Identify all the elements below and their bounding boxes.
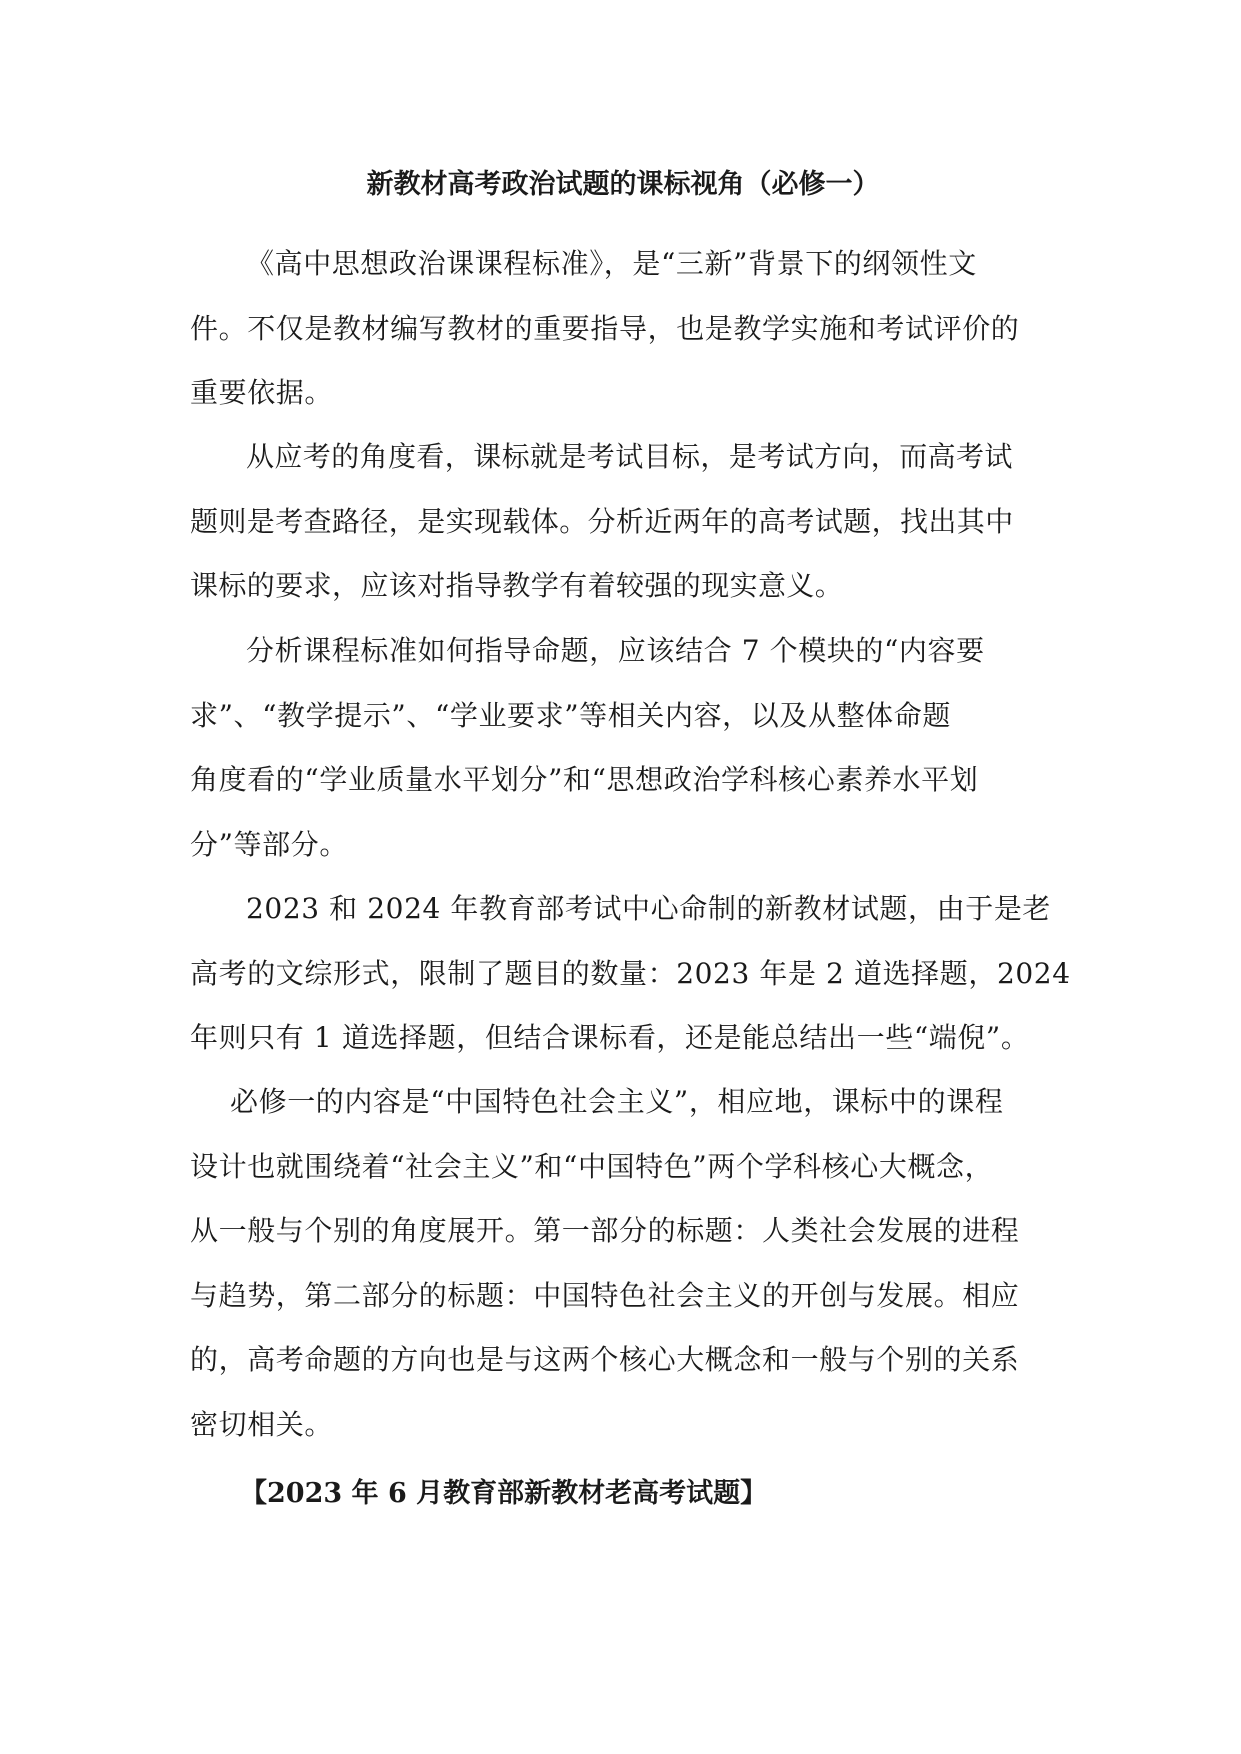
paragraph-line: 件。不仅是教材编写教材的重要指导，也是教学实施和考试评价的 xyxy=(190,311,1020,345)
paragraph-line: 2023 和 2024 年教育部考试中心命制的新教材试题，由于是老 xyxy=(246,892,1052,925)
paragraph-line: 《高中思想政治课课程标准》，是“三新”背景下的纲领性文 xyxy=(246,247,977,280)
paragraph-line: 求”、“教学提示”、“学业要求”等相关内容，以及从整体命题 xyxy=(190,698,951,732)
paragraph-1 xyxy=(190,232,1056,426)
paragraph-line: 题则是考查路径，是实现载体。分析近两年的高考试题，找出其中 xyxy=(190,504,1014,538)
paragraph-line: 分析课程标准如何指导命题，应该结合 7 个模块的“内容要 xyxy=(246,634,985,667)
paragraph-4 xyxy=(190,877,1071,1071)
paragraph-3 xyxy=(190,619,1056,877)
section-heading: 【2023 年 6 月教育部新教材老高考试题】 xyxy=(240,1478,768,1509)
paragraph-line: 从应考的角度看，课标就是考试目标，是考试方向，而高考试 xyxy=(246,440,1013,473)
paragraph-line: 重要依据。 xyxy=(190,376,334,409)
paragraph-line: 的，高考命题的方向也是与这两个核心大概念和一般与个别的关系 xyxy=(190,1343,1020,1376)
paragraph-line: 角度看的“学业质量水平划分”和“思想政治学科核心素养水平划 xyxy=(190,763,979,796)
paragraph-line: 高考的文综形式，限制了题目的数量：2023 年是 2 道选择题，2024 xyxy=(190,956,1071,990)
paragraph-line: 课标的要求，应该对指导教学有着较强的现实意义。 xyxy=(190,569,844,602)
paragraph-line: 必修一的内容是“中国特色社会主义”，相应地，课标中的课程 xyxy=(230,1085,1004,1118)
paragraph-5 xyxy=(190,1070,1056,1457)
document-title: 新教材高考政治试题的课标视角（必修一） xyxy=(366,169,880,200)
paragraph-line: 与趋势，第二部分的标题：中国特色社会主义的开创与发展。相应 xyxy=(190,1278,1020,1312)
paragraph-line: 密切相关。 xyxy=(190,1407,334,1441)
paragraph-line: 年则只有 1 道选择题，但结合课标看，还是能总结出一些“端倪”。 xyxy=(190,1021,1030,1054)
paragraph-line: 设计也就围绕着“社会主义”和“中国特色”两个学科核心大概念， xyxy=(190,1149,994,1183)
paragraph-2 xyxy=(190,425,1056,619)
paragraph-line: 从一般与个别的角度展开。第一部分的标题：人类社会发展的进程 xyxy=(190,1214,1020,1247)
paragraph-line: 分”等部分。 xyxy=(190,827,348,861)
